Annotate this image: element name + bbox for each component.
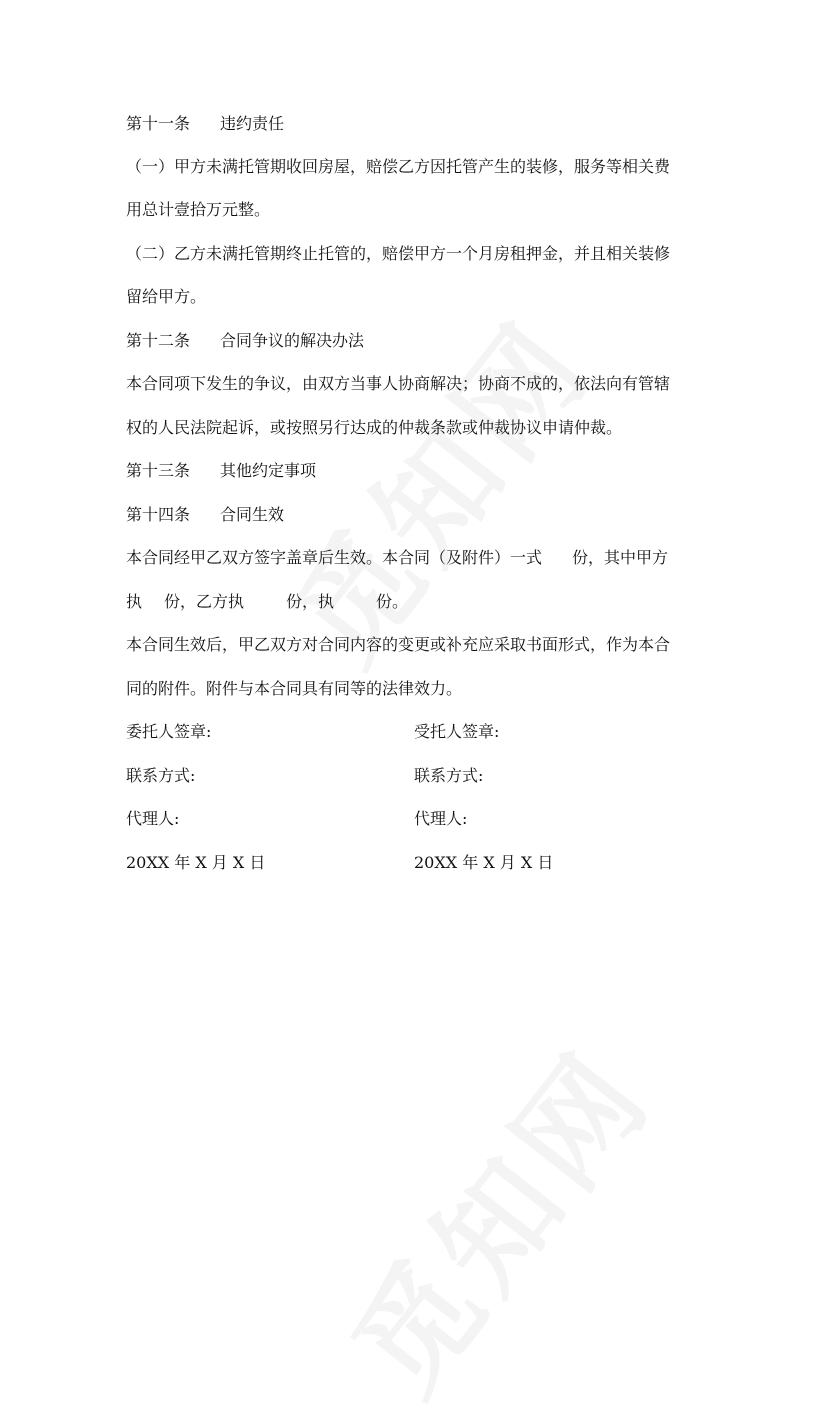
article-14-paragraph-2-line-1: 本合同生效后，甲乙双方对合同内容的变更或补充应采取书面形式，作为本合 xyxy=(126,635,671,654)
copies-exec-text: 执 xyxy=(126,592,143,611)
article-14-paragraph-1-line-2 xyxy=(126,592,408,612)
article-14-paragraph-2-line-2: 同的附件。附件与本合同具有同等的法律效力。 xyxy=(126,679,463,698)
copies-end-text: 份。 xyxy=(376,592,409,611)
copies-party-a-text: 份，其中甲方 xyxy=(572,548,669,567)
copies-party-b-text: 份，乙方执 xyxy=(164,592,245,611)
principal-seal-label: 委托人签章: xyxy=(126,722,212,741)
copies-intro-text: 本合同经甲乙双方签字盖章后生效。本合同（及附件）一式 xyxy=(126,548,543,567)
article-11-clause-2-line-2: 留给甲方。 xyxy=(126,287,207,306)
trustee-contact-label: 联系方式: xyxy=(414,766,484,785)
trustee-agent-label: 代理人: xyxy=(414,809,468,828)
article-14-paragraph-1-line-1 xyxy=(126,548,668,568)
article-12-heading xyxy=(126,331,364,351)
principal-agent-label: 代理人: xyxy=(126,809,180,828)
article-14-heading xyxy=(126,505,284,525)
article-11-clause-2-line-1: （二）乙方未满托管期终止托管的，赔偿甲方一个月房租押金，并且相关装修 xyxy=(126,244,671,263)
article-12-number: 第十二条 xyxy=(126,331,191,350)
trustee-seal-label: 受托人签章: xyxy=(414,722,500,741)
principal-date: 20XX 年 X 月 X 日 xyxy=(126,853,266,872)
article-12-paragraph-line-2: 权的人民法院起诉，或按照另行达成的仲裁条款或仲裁协议申请仲裁。 xyxy=(126,418,623,437)
article-11-clause-1-line-2: 用总计壹拾万元整。 xyxy=(126,200,271,219)
article-13-title: 其他约定事项 xyxy=(220,461,317,480)
article-12-paragraph-line-1: 本合同项下发生的争议，由双方当事人协商解决；协商不成的，依法向有管辖 xyxy=(126,374,671,393)
article-11-number: 第十一条 xyxy=(126,114,191,133)
watermark-bottom xyxy=(307,1009,683,1422)
article-14-number: 第十四条 xyxy=(126,505,191,524)
article-11-clause-1-line-1: （一）甲方未满托管期收回房屋，赔偿乙方因托管产生的装修，服务等相关费 xyxy=(126,157,671,176)
copies-exec-other-text: 份，执 xyxy=(286,592,335,611)
article-11-heading xyxy=(126,114,284,134)
article-14-title: 合同生效 xyxy=(220,505,285,524)
article-13-heading xyxy=(126,461,316,481)
article-13-number: 第十三条 xyxy=(126,461,191,480)
trustee-date: 20XX 年 X 月 X 日 xyxy=(414,853,554,872)
article-12-title: 合同争议的解决办法 xyxy=(220,331,365,350)
principal-contact-label: 联系方式: xyxy=(126,766,196,785)
article-11-title: 违约责任 xyxy=(220,114,285,133)
